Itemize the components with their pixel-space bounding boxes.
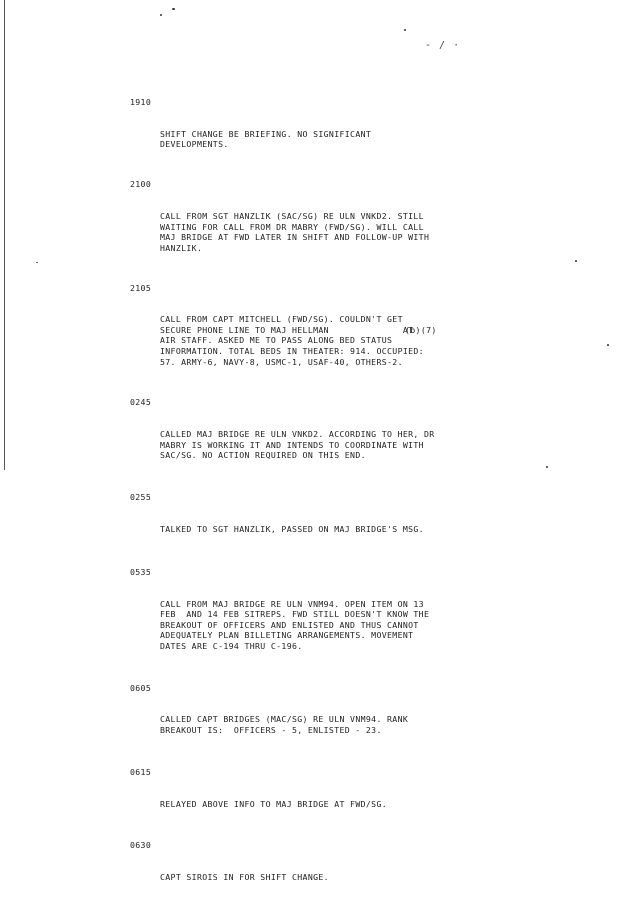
log-entry (130, 179, 600, 274)
log-entry (130, 840, 600, 904)
entry-text: CALL FROM SGT HANZLIK (SAC/SG) RE ULN VNKD2. STILL WAITING FOR CALL FROM DR MABRY (FWD/SG). WILL CALL MAJ BRIDGE AT FWD LATER IN SHIFT AND FOLLOW-UP WITH HANZLIK. (160, 210, 430, 253)
entry-time: 1910 (130, 97, 152, 107)
entry-text: RELAYED ABOVE INFO TO MAJ BRIDGE AT FWD/SG. (160, 798, 388, 809)
log-entry (130, 683, 600, 757)
duty-log (130, 97, 600, 904)
entry-time: 0615 (130, 766, 152, 777)
page-edge-line (4, 0, 5, 470)
scan-speck (36, 262, 38, 263)
scan-speck (404, 29, 406, 31)
scan-speck (160, 14, 162, 16)
page-number-mark: - / · (425, 40, 461, 51)
entry-time: 0245 (130, 397, 152, 408)
log-entry (130, 767, 600, 831)
log-entry (130, 97, 600, 171)
entry-time: 0535 (130, 566, 152, 577)
scan-speck (172, 8, 175, 10)
entry-text: CALLED MAJ BRIDGE RE ULN VNKD2. ACCORDING TO HER, DR MABRY IS WORKING IT AND INTENDS TO COORDINATE WITH SAC/SG. NO ACTION REQUIRED ON THIS END. (160, 429, 435, 461)
entry-time: 2100 (130, 179, 152, 190)
entry-text: TALKED TO SGT HANZLIK, PASSED ON MAJ BRIDGE'S MSG. (160, 523, 424, 534)
log-entry (130, 283, 600, 389)
entry-time: 0630 (130, 840, 152, 851)
entry-text: CALLED CAPT BRIDGES (MAC/SG) RE ULN VNM94. RANK BREAKOUT IS: OFFICERS - 5, ENLISTED - 23. (160, 714, 409, 736)
log-entry (130, 567, 600, 673)
redaction-mark: (b)(7) (405, 324, 437, 335)
log-entry (130, 492, 600, 556)
log-entry (130, 397, 600, 482)
entry-time: 0605 (130, 682, 152, 693)
entry-text: CALL FROM MAJ BRIDGE RE ULN VNM94. OPEN ITEM ON 13 FEB AND 14 FEB SITREPS. FWD STILL DOESN'T KNOW THE BREAKOUT OF OFFICERS AND ENLISTED AND THUS CANNOT ADEQUATELY PLAN BILLETING ARRANGEMENTS. MOVEMENT DATES ARE C-194 THRU C-196. (160, 598, 430, 651)
entry-time: 0255 (130, 492, 152, 503)
entry-time: 2105 (130, 282, 152, 293)
entry-text: CAPT SIROIS IN FOR SHIFT CHANGE. (160, 872, 329, 883)
entry-text: CALL FROM CAPT MITCHELL (FWD/SG). COULDN'T GET SECURE PHONE LINE TO MAJ HELLMAN AT (b)(7) AIR STAFF. ASKED ME TO PASS ALONG BED STATUS INFORMATION. TOTAL BEDS IN THEATER: 914. OCCUPIED: 57. ARMY-6, NAVY-8, USMC-1, USAF-40, OTHERS-2. (160, 314, 437, 367)
entry-text: SHIFT CHANGE BE BRIEFING. NO SIGNIFICANT DEVELOPMENTS. (160, 128, 372, 150)
